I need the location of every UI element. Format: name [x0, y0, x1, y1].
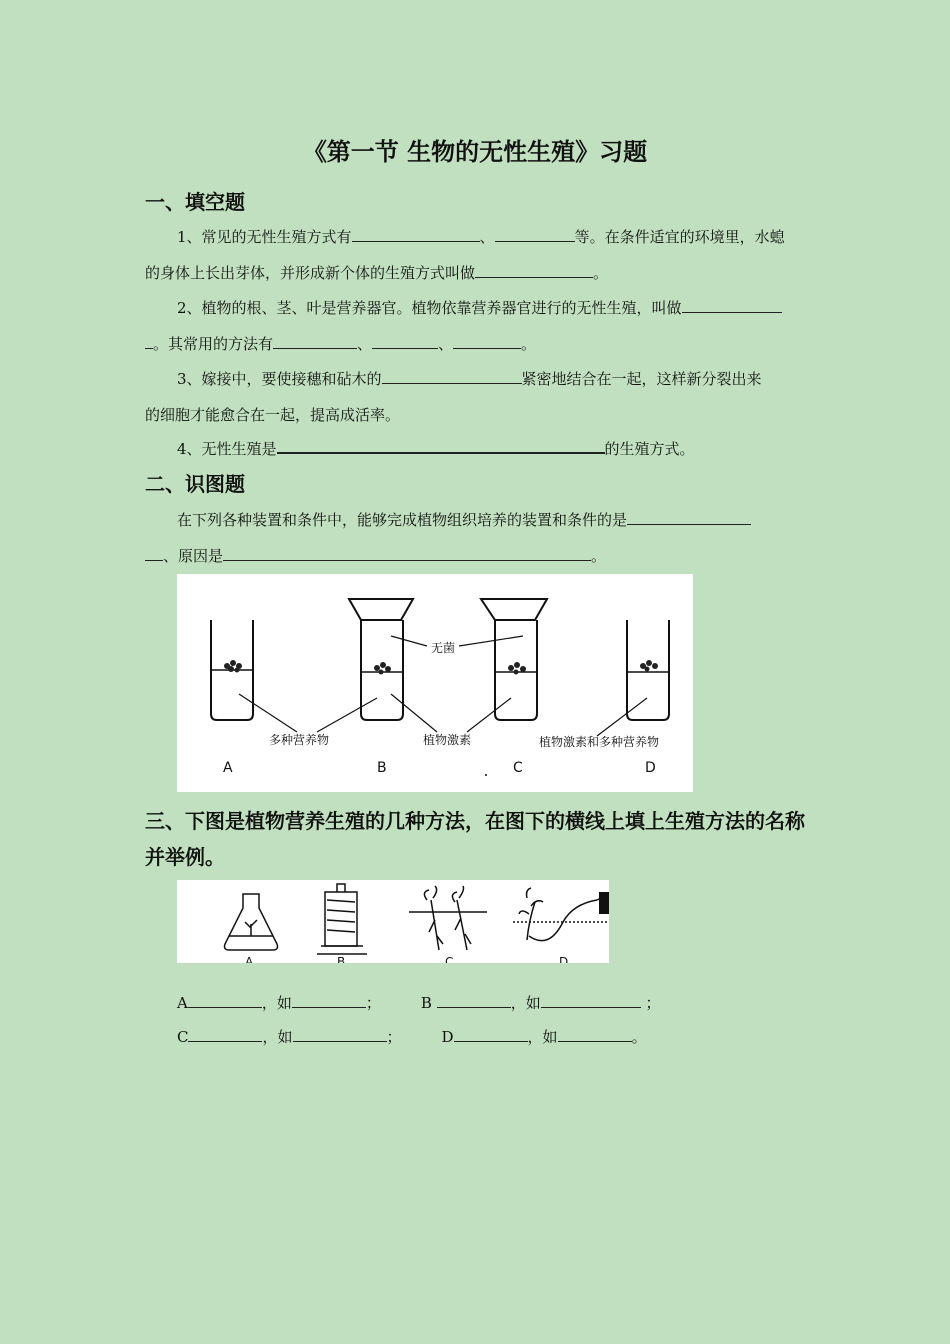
flask-a: [225, 894, 278, 950]
section2-question-line1: [177, 509, 751, 530]
row2-semi-1: ；: [386, 1028, 402, 1046]
row2-ru-1: ，如: [262, 1028, 293, 1046]
tube-letter-b: B: [377, 760, 387, 776]
q1-blank-3[interactable]: [475, 263, 593, 278]
s2-blank-1b[interactable]: [145, 546, 163, 561]
cutting-c2: [455, 900, 471, 950]
row2-end: 。: [631, 1028, 647, 1046]
q2-text-e: 。: [521, 335, 537, 353]
propagation-diagram: [177, 880, 609, 963]
layer-plant-d: [519, 888, 543, 940]
method-letter-b: B: [337, 955, 346, 963]
q3-text-a: 3、嫁接中，要使接穗和砧木的: [177, 370, 382, 388]
cap-c: [481, 599, 547, 620]
section2-heading: 二、识图题: [145, 472, 245, 496]
label-sterile: 无菌: [431, 641, 456, 655]
s2-text-b: 、原因是: [163, 547, 224, 565]
q1-text-c: 等。在条件适宜的环境里，水螅: [574, 228, 785, 246]
answer-row-2: [177, 1026, 647, 1047]
layer-stem-d: [529, 900, 597, 941]
question-2-line2: [145, 333, 536, 354]
label-hormone-and-nutrients: 植物激素和多种营养物: [539, 735, 660, 749]
answer-c-example[interactable]: [293, 1027, 387, 1042]
q1-blank-1[interactable]: [352, 227, 480, 242]
q1-text-a: 1、常见的无性生殖方式有: [177, 228, 352, 246]
row1-label-b: B: [420, 994, 432, 1012]
row2-ru-2: ，如: [527, 1028, 558, 1046]
q1-text-b: 、: [479, 228, 495, 246]
q2-blank-3[interactable]: [372, 334, 438, 349]
section2-question-line2: [145, 545, 606, 566]
q2-blank-4[interactable]: [453, 334, 521, 349]
q2-text-b: 。其常用的方法有: [153, 335, 274, 353]
tube-letter-c: C: [513, 760, 523, 776]
method-letter-c: C: [445, 955, 454, 963]
q2-text-d: 、: [438, 335, 454, 353]
row1-ru-1: ，如: [261, 994, 292, 1012]
tube-letter-a: A: [223, 760, 233, 776]
q2-text-a: 2、植物的根、茎、叶是营养器官。植物依靠营养器官进行的无性生殖，叫做: [177, 299, 682, 317]
answer-d-method[interactable]: [454, 1027, 528, 1042]
row2-label-d: D: [441, 1028, 454, 1046]
q3-blank-1[interactable]: [382, 369, 522, 384]
test-tube-figure: [177, 574, 693, 792]
test-tube-diagram: [177, 574, 693, 792]
cutting-c1: [429, 900, 443, 950]
s2-text-c: 。: [591, 547, 607, 565]
answer-c-method[interactable]: [188, 1027, 262, 1042]
method-letter-d: D: [559, 955, 569, 963]
s2-text-a: 在下列各种装置和条件中，能够完成植物组织培养的装置和条件的是: [177, 511, 628, 529]
q4-text-b: 的生殖方式。: [604, 440, 695, 458]
q1-blank-2[interactable]: [495, 227, 575, 242]
row1-label-a: A: [177, 994, 188, 1012]
q4-text-a: 4、无性生殖是: [177, 440, 277, 458]
question-3-line1: [177, 368, 762, 389]
answer-b-method[interactable]: [437, 993, 511, 1008]
s2-blank-1a[interactable]: [627, 510, 751, 525]
q1-text-d: 的身体上长出芽体，并形成新个体的生殖方式叫做: [145, 264, 476, 282]
question-2-line1: [177, 297, 782, 318]
question-4-line: [177, 438, 695, 459]
propagation-figure: [177, 880, 609, 963]
answer-d-example[interactable]: [558, 1027, 632, 1042]
section1-heading: 一、填空题: [145, 190, 245, 214]
method-letter-a: A: [245, 955, 254, 963]
q2-blank-1a[interactable]: [682, 298, 782, 313]
q4-blank-1[interactable]: [277, 438, 605, 454]
page-title: 《第一节 生物的无性生殖》习题: [302, 138, 648, 166]
question-1-line1: [177, 226, 785, 247]
label-nutrients: 多种营养物: [269, 733, 330, 747]
row1-ru-2: ，如: [510, 994, 541, 1012]
q2-blank-2[interactable]: [273, 334, 357, 349]
tube-letter-d: D: [645, 760, 656, 776]
label-hormone: 植物激素: [423, 733, 472, 747]
cap-b: [349, 599, 413, 620]
answer-a-method[interactable]: [188, 993, 262, 1008]
q3-text-b: 紧密地结合在一起，这样新分裂出来: [521, 370, 762, 388]
row2-label-c: C: [177, 1028, 189, 1046]
q2-blank-1b[interactable]: [145, 334, 153, 349]
answer-b-example[interactable]: [541, 993, 641, 1008]
row1-semi-2: ；: [645, 994, 661, 1012]
s2-blank-2[interactable]: [223, 546, 591, 561]
question-3-line2: 的细胞才能愈合在一起，提高成活率。: [145, 406, 401, 424]
answer-row-1: [177, 992, 661, 1013]
row1-semi-1: ；: [365, 994, 381, 1012]
q1-text-e: 。: [593, 264, 609, 282]
question-1-line2: [145, 262, 608, 283]
answer-a-example[interactable]: [292, 993, 366, 1008]
q2-text-c: 、: [357, 335, 373, 353]
section3-heading: 三、下图是植物营养生殖的几种方法，在图下的横线上填上生殖方法的名称并举例。: [145, 809, 805, 869]
